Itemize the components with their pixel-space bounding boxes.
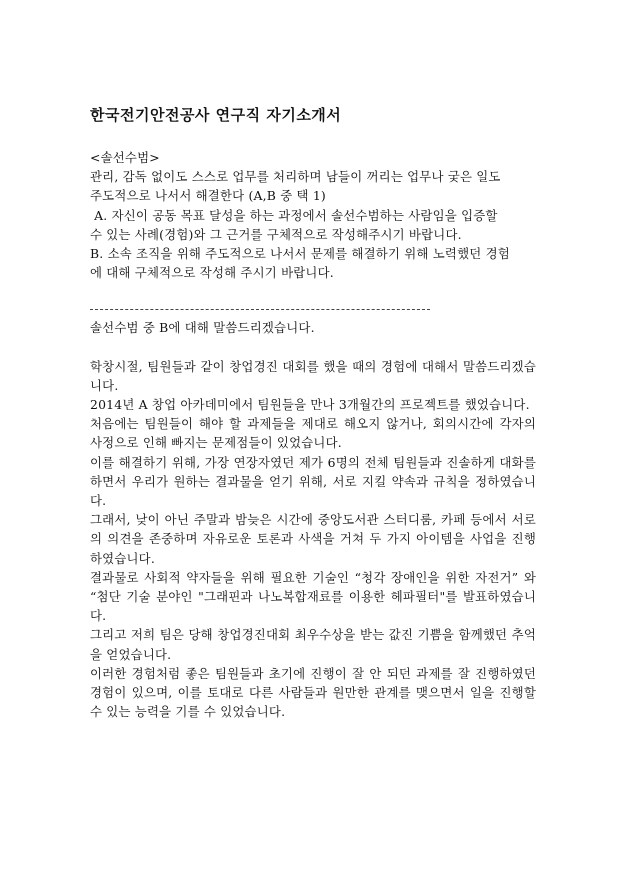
- answer-paragraph: 결과물로 사회적 약자들을 위해 필요한 기술인 “청각 장애인을 위한 자전거” 와 “첨단 기술 분야인 "그래핀과 나노복합재료를 이용한 헤파필터"를 발표하였습니다.: [90, 569, 536, 624]
- answer-paragraph: 2014년 A 창업 아카데미에서 팀원들을 만나 3개월간의 프로젝트를 했었습니다.: [90, 397, 530, 413]
- answer-paragraph: 학창시절, 팀원들과 같이 창업경진 대회를 했을 때의 경험에 대해서 말씀드리겠습니다.: [90, 358, 536, 393]
- answer-paragraph: 이러한 경험처럼 좋은 팀원들과 초기에 진행이 잘 안 되던 과제를 잘 진행하였던 경험이 있으며, 이를 토대로 다른 사람들과 원만한 관계를 맺으면서 일을 진행할 수 있는 능력을 기를 수 있었습니다.: [90, 665, 536, 720]
- answer-paragraph: 처음에는 팀원들이 해야 할 과제들을 제대로 해오지 않거나, 회의시간에 각자의 사정으로 인해 빠지는 문제점들이 있었습니다.: [90, 416, 536, 451]
- page-title: 한국전기안전공사 연구직 자기소개서: [90, 106, 342, 124]
- spacer: [90, 338, 536, 357]
- question-option-a-line-1: A. 자신이 공동 목표 달성을 하는 과정에서 솔선수범하는 사람임을 입증할: [90, 207, 498, 223]
- answer-intro: 솔선수범 중 B에 대해 말씀드리겠습니다.: [90, 320, 315, 336]
- question-heading: <솔선수범>: [90, 150, 160, 165]
- answer-paragraph: 그리고 저희 팀은 당해 창업경진대회 최우수상을 받는 값진 기쁨을 함께했던 추억을 얻었습니다.: [90, 627, 536, 662]
- question-option-b-line-1: B. 소속 조직을 위해 주도적으로 나서서 문제를 해결하기 위해 노력했던 경험: [90, 246, 510, 262]
- document-body: [90, 148, 536, 721]
- dashed-divider: [90, 309, 430, 314]
- spacer: [90, 282, 536, 301]
- question-intro-line-2: 주도적으로 나서서 해결한다 (A,B 중 택 1): [90, 188, 326, 204]
- question-option-a-line-2: 수 있는 사례(경험)와 그 근거를 구체적으로 작성해주시기 바랍니다.: [90, 226, 462, 242]
- question-intro-line-1: 관리, 감독 없이도 스스로 업무를 처리하며 남들이 꺼리는 업무나 궂은 일도: [90, 169, 501, 185]
- answer-paragraph: 그래서, 낮이 아닌 주말과 밤늦은 시간에 중앙도서관 스터디룸, 카페 등에서 서로의 의견을 존중하며 자유로운 토론과 사색을 거쳐 두 가지 아이템을 사업을 진행하였습니다.: [90, 512, 536, 566]
- answer-paragraph: 이를 해결하기 위해, 가장 연장자였던 제가 6명의 전체 팀원들과 진솔하게 대화를 하면서 우리가 원하는 결과물을 얻기 위해, 서로 지킬 약속과 규칙을 정하였습니다.: [90, 454, 536, 509]
- question-option-b-line-2: 에 대해 구체적으로 작성해 주시기 바랍니다.: [90, 265, 334, 281]
